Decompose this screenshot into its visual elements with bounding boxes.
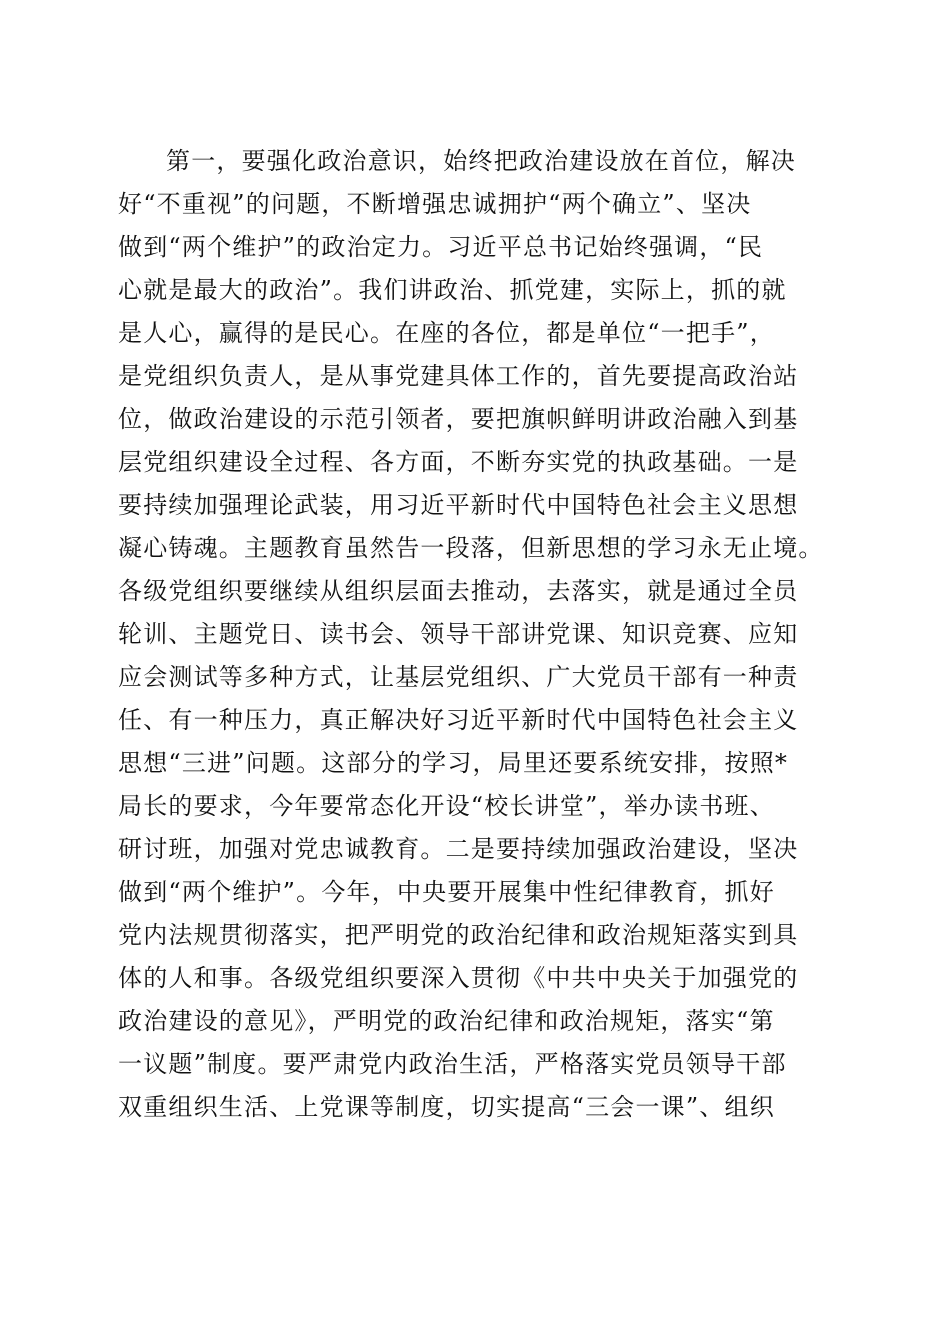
paragraph-line: 各级党组织要继续从组织层面去推动，去落实，就是通过全员 <box>118 577 799 605</box>
body-paragraph <box>118 140 858 1129</box>
paragraph-line: 好“不重视”的问题，不断增强忠诚拥护“两个确立”、坚决 <box>118 190 752 218</box>
paragraph-line: 局长的要求，今年要常态化开设“校长讲堂”，举办读书班、 <box>118 792 775 820</box>
paragraph-line: 心就是最大的政治”。我们讲政治、抓党建，实际上，抓的就 <box>118 276 787 304</box>
paragraph-line: 体的人和事。各级党组织要深入贯彻《中共中央关于加强党的 <box>118 964 799 992</box>
paragraph-line: 第一，要强化政治意识，始终把政治建设放在首位，解决 <box>166 147 796 175</box>
paragraph-line: 轮训、主题党日、读书会、领导干部讲党课、知识竞赛、应知 <box>118 620 799 648</box>
paragraph-line: 层党组织建设全过程、各方面，不断夯实党的执政基础。一是 <box>118 448 799 476</box>
paragraph-line: 思想“三进”问题。这部分的学习，局里还要系统安排，按照* <box>118 749 789 777</box>
paragraph-line: 凝心铸魂。主题教育虽然告一段落，但新思想的学习永无止境。 <box>118 534 824 562</box>
paragraph-line: 要持续加强理论武装，用习近平新时代中国特色社会主义思想 <box>118 491 799 519</box>
paragraph-line: 做到“两个维护”的政治定力。习近平总书记始终强调，“民 <box>118 233 764 261</box>
paragraph-line: 任、有一种压力，真正解决好习近平新时代中国特色社会主义 <box>118 706 799 734</box>
paragraph-line: 做到“两个维护”。今年，中央要开展集中性纪律教育，抓好 <box>118 878 775 906</box>
paragraph-line: 党内法规贯彻落实，把严明党的政治纪律和政治规矩落实到具 <box>118 921 799 949</box>
paragraph-line: 应会测试等多种方式，让基层党组织、广大党员干部有一种责 <box>118 663 799 691</box>
paragraph-line: 一议题”制度。要严肃党内政治生活，严格落实党员领导干部 <box>118 1050 787 1078</box>
paragraph-line: 位，做政治建设的示范引领者，要把旗帜鲜明讲政治融入到基 <box>118 405 799 433</box>
paragraph-line: 政治建设的意见》，严明党的政治纪律和政治规矩，落实“第 <box>118 1007 775 1035</box>
paragraph-line: 双重组织生活、上党课等制度，切实提高“三会一课”、组织 <box>118 1093 775 1121</box>
paragraph-line: 是党组织负责人，是从事党建具体工作的，首先要提高政治站 <box>118 362 799 390</box>
paragraph-line: 研讨班，加强对党忠诚教育。二是要持续加强政治建设，坚决 <box>118 835 799 863</box>
paragraph-line: 是人心，赢得的是民心。在座的各位，都是单位“一把手”， <box>118 319 775 347</box>
